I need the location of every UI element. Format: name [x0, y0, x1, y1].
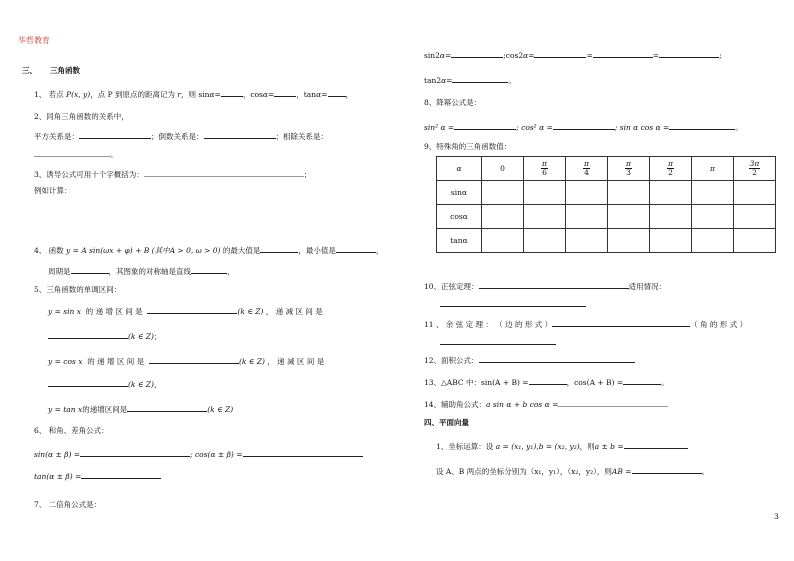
- question-8: 8、降幂公式是：: [424, 98, 482, 107]
- table-header-row: [437, 157, 776, 181]
- question-3-example: 例如计算：: [34, 186, 72, 195]
- table-cell: α: [437, 157, 482, 181]
- question-7: 7、 二倍角公式是：: [34, 500, 102, 509]
- table-cell: $\frac{\pi}{6}$: [524, 157, 566, 181]
- table-row: [437, 181, 776, 205]
- table-cell: cosα: [437, 205, 482, 229]
- question-2: 2、同角三角函数的关系中，: [34, 112, 129, 121]
- question-11-line2: [440, 336, 556, 348]
- tan-double-row: tan2α= 。: [424, 76, 516, 85]
- table-cell: $\frac{3\pi}{2}$: [734, 157, 776, 181]
- question-12: 12、面积公式：: [424, 354, 635, 366]
- table-cell: $\frac{\pi}{3}$: [608, 157, 650, 181]
- cos-monotonic-dec: (k ∈ Z)，: [48, 378, 161, 390]
- table-row: [437, 229, 776, 253]
- question-14: 14、辅助角公式：a sin α + b cos α =: [424, 398, 668, 410]
- brand-name: 华哲教育: [18, 36, 50, 45]
- table-row: [437, 205, 776, 229]
- question-10: 10、正弦定理： 适用情况：: [424, 282, 667, 291]
- vector-ab: 设 A、B 两点的坐标分别为（x₁，y₁），（x₂，y₂），则AB = 。: [436, 467, 710, 476]
- section-title: 三角函数: [50, 66, 80, 75]
- table-cell: tanα: [437, 229, 482, 253]
- cos-monotonic: y = cos x 的 递 增 区 间 是 (k ∈ Z) ， 递 减 区 间 是: [48, 357, 325, 366]
- section-4-heading: 四、平面向量: [424, 418, 469, 427]
- tan-monotonic: y = tan x的递增区间是 (k ∈ Z): [48, 405, 234, 414]
- section-number: 三、: [22, 66, 37, 75]
- table-cell: sinα: [437, 181, 482, 205]
- table-cell: $\frac{\pi}{4}$: [566, 157, 608, 181]
- table-cell: $\frac{\pi}{2}$: [650, 157, 692, 181]
- table-cell: 0: [482, 157, 524, 181]
- question-11: 11 、 余 弦 定 理 ： （ 边 的 形 式 ） （ 角 的 形 式 ）: [424, 320, 748, 329]
- sin-monotonic-dec: (k ∈ Z)；: [48, 330, 161, 342]
- sin-monotonic: y = sin x 的 递 增 区 间 是 (k ∈ Z) ， 递 减 区 间 是: [48, 307, 323, 316]
- sum-diff-sin-cos: sin(α ± β) = ; cos(α ± β) =: [34, 448, 363, 460]
- question-2-line2: 。: [34, 148, 118, 160]
- question-2-relations: 平方关系是： ；倒数关系是： ；相除关系是：: [34, 132, 328, 141]
- special-angle-table: [436, 156, 776, 253]
- question-5: 5、三角函数的单调区间：: [34, 285, 122, 294]
- double-angle-row: sin2α= ;cos2α= = = ;: [424, 51, 722, 60]
- question-4-period: 周期是 ，其图象的对称轴是直线 ，: [48, 267, 235, 276]
- vector-coordinates: 1、坐标运算：设 a = (x₁, y₁),b = (x₂, y₂)，则a ± b =: [436, 440, 688, 452]
- table-cell: π: [692, 157, 734, 181]
- question-1: 1、 若点 P(x, y)，点 P 到原点的距离记为 r，则 sinα= ，cosα= ，tanα= ，: [34, 90, 353, 99]
- question-6: 6、 和角、差角公式：: [34, 426, 109, 435]
- page-number: 3: [774, 512, 779, 521]
- question-3: 3、诱导公式可用十个字概括为： ；: [34, 170, 312, 179]
- question-9: 9、特殊角的三角函数值：: [424, 142, 512, 151]
- question-13: 13、△ABC 中：sin(A + B) = ，cos(A + B) = 。: [424, 378, 669, 387]
- question-4: 4、 函数 y = A sin(ωx + φ) + B (其中A > 0, ω > 0) 的最大值是 ，最小值是 ，: [34, 246, 384, 255]
- sum-diff-tan: tan(α ± β) =: [34, 470, 161, 482]
- question-10-line2: [440, 298, 586, 310]
- power-reduction: sin² α = ; cos² α = ; sin α cos α = 。: [424, 123, 743, 132]
